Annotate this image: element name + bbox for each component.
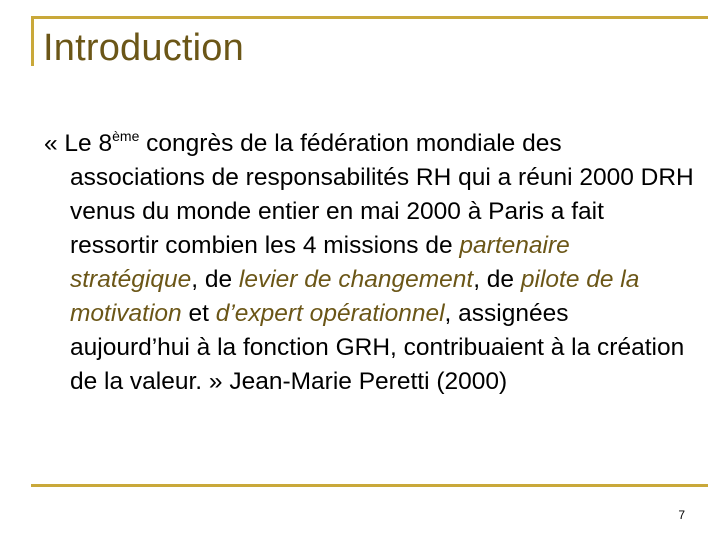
role-change-lever: levier de changement: [238, 266, 474, 293]
page-number: 7: [678, 508, 685, 522]
superscript-eme: ème: [112, 128, 140, 144]
role-motivation-pilot: pilote de la motivation: [70, 266, 640, 327]
separator-3: et: [181, 300, 216, 327]
footer-rule: [31, 484, 708, 487]
separator-2: , de: [473, 266, 521, 293]
quote-body-2: , assignées aujourd’hui à la fonction GRH, contribuaient à la création de la valeur. » Jean-Marie Peretti (2000): [70, 300, 685, 395]
role-operational-expert: d’expert opérationnel: [215, 300, 445, 327]
slide-title: Introduction: [43, 27, 244, 69]
separator-1: , de: [191, 266, 239, 293]
role-strategic-partner: partenaire stratégique: [70, 232, 570, 293]
quote-paragraph: [44, 127, 694, 399]
quote-open: « Le 8: [44, 130, 113, 157]
quote-body-1: congrès de la fédération mondiale des associations de responsabilités RH qui a réuni 2000 DRH venus du monde entier en mai 2000 à Paris a fait ressortir combien les 4 missions de: [70, 130, 694, 259]
